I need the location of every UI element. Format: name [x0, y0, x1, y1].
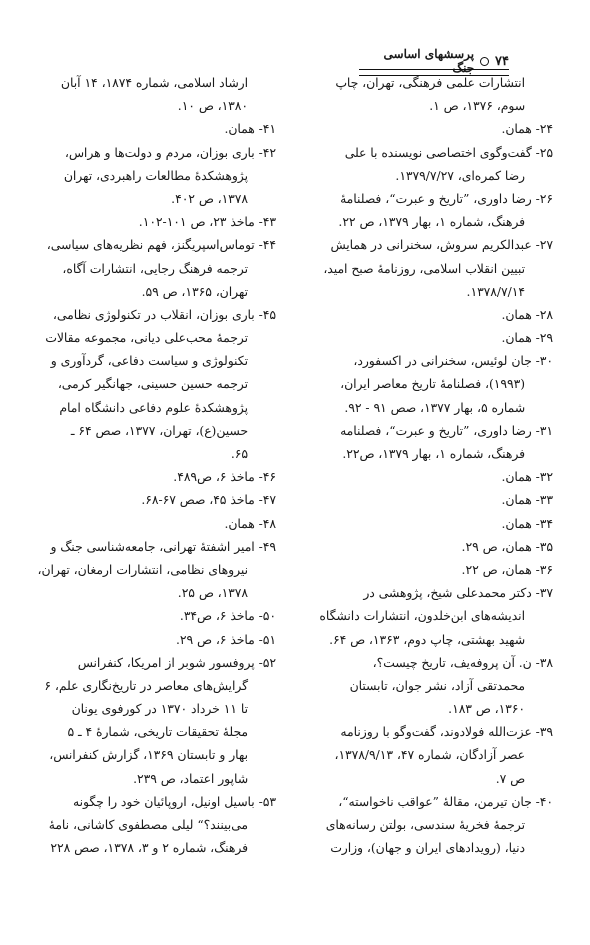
note-line: گرایش‌های معاصر در تاریخ‌نگاری علم، ۶: [44, 678, 248, 693]
note-line: تکنولوژی و سیاست دفاعی، گردآوری و: [50, 354, 248, 369]
note-line: تبیین انقلاب اسلامی، روزنامهٔ صبح امید،: [323, 261, 525, 276]
note-line: ترجمه حسین حسینی، جهانگیر کرمی،: [57, 377, 248, 392]
note-line: تهران، ۱۳۶۵، ص ۵۹.: [141, 284, 248, 299]
note-line: ۳۸- ن. آن پروفه‌یف، تاریخ چیست؟،: [372, 655, 553, 670]
running-title: پرسشهای اساسی جنگ: [383, 47, 475, 75]
note-line: ۵۰- ماخذ ۶، ص۳۴.: [179, 609, 276, 624]
note-line: مجلهٔ تحقیقات تاریخی، شمارهٔ ۴ ـ ۵: [67, 725, 248, 740]
note-line: رضا کمره‌ای، ۱۳۷۹/۷/۲۷.: [395, 168, 525, 183]
note-line: ۲۹- همان.: [501, 331, 553, 346]
note-line: ۵۲- پروفسور شوبر از امریکا، کنفرانس: [77, 655, 276, 670]
note-line: ۱۳۷۸، ص ۲۵.: [177, 586, 248, 601]
note-line: فرهنگ، شماره ۱، بهار ۱۳۷۹، ص ۲۲.: [338, 215, 525, 230]
note-line: ۴۵- باری بوزان، انقلاب در تکنولوژی نظامی،: [52, 307, 276, 322]
note-line: ۴۹- امیر اشفتهٔ تهرانی، جامعه‌شناسی جنگ و: [50, 539, 276, 554]
note-line: شماره ۵، بهار ۱۳۷۷، صص ۹۱ - ۹۲.: [344, 400, 525, 415]
note-line: ۳۹- عزت‌الله فولادوند، گفت‌وگو با روزنامه: [340, 725, 553, 740]
note-line: ۳۲- همان.: [501, 470, 553, 485]
note-line: ۳۵- همان، ص ۲۹.: [461, 539, 553, 554]
note-line: ۴۳- ماخذ ۲۳، ص ۱۰۱-۱۰۲.: [138, 215, 276, 230]
note-line: ۳۰- جان لوئیس، سخنرانی در اکسفورد،: [353, 354, 553, 369]
note-line: ۴۱- همان.: [224, 122, 276, 137]
note-line: ۳۴- همان.: [501, 516, 553, 531]
note-line: ۲۸- همان.: [501, 307, 553, 322]
note-line: ۲۷- عبدالکریم سروش، سخنرانی در همایش: [330, 238, 553, 253]
note-line: ۴۰- جان تیرمن، مقالهٔ ”عواقب ناخواسته“،: [338, 794, 553, 809]
note-line: اندیشه‌های ابن‌خلدون، انتشارات دانشگاه: [319, 609, 525, 624]
note-line: ص ۷.: [495, 771, 525, 786]
note-line: ۳۷- دکتر محمدعلی شیخ، پژوهشی در: [363, 586, 553, 601]
note-line: شاپور اعتماد، ص ۲۳۹.: [133, 771, 248, 786]
note-line: تا ۱۱ خرداد ۱۳۷۰ در کورفوی یونان: [71, 702, 248, 717]
note-line: ترجمهٔ محب‌علی دیانی، مجموعه مقالات: [45, 331, 248, 346]
note-line: نیروهای نظامی، انتشارات ارمغان، تهران،: [37, 562, 248, 577]
notes-column-right: [319, 72, 553, 860]
note-line: ۴۶- ماخذ ۶، ص۴۸۹.: [173, 470, 276, 485]
running-header: [359, 47, 509, 75]
note-line: عصر آزادگان، شماره ۴۷، ۱۳۷۸/۹/۱۳،: [334, 748, 525, 763]
note-line: ۲۴- همان.: [501, 122, 553, 137]
note-line: ۴۸- همان.: [224, 516, 276, 531]
note-line: ۵۱- ماخذ ۶، ص ۲۹.: [176, 632, 276, 647]
note-line: می‌بینند؟“ لیلی مصطفوی کاشانی، نامهٔ: [48, 818, 248, 832]
note-line: ۱۳۷۸، ص ۴۰۲.: [171, 191, 248, 206]
note-line: فرهنگ، شماره ۲ و ۳، ۱۳۷۸، صص ۲۲۸: [50, 841, 248, 856]
note-line: ۴۴- توماس‌اسپریگنز، فهم نظریه‌های سیاسی،: [46, 238, 276, 253]
note-line: ۳۱- رضا داوری، ”تاریخ و عبرت“، فصلنامه: [340, 423, 553, 438]
note-line: ۱۳۶۰، ص ۱۸۳.: [448, 702, 525, 717]
note-line: ۳۳- همان.: [501, 493, 553, 508]
note-line: ۱۳۷۸/۷/۱۴.: [466, 284, 525, 299]
note-line: دنیا، (رویدادهای ایران و جهان)، وزارت: [330, 841, 525, 856]
note-line: ۴۲- باری بوزان، مردم و دولت‌ها و هراس،: [64, 145, 276, 160]
note-line: ۳۶- همان، ص ۲۲.: [461, 562, 553, 577]
note-line: ارشاد اسلامی، شماره ۱۸۷۴، ۱۴ آبان: [60, 76, 248, 90]
note-line: ۶۵.: [230, 447, 248, 461]
note-line: انتشارات علمی فرهنگی، تهران، چاپ: [335, 76, 525, 90]
note-line: سوم، ۱۳۷۶، ص ۱.: [429, 99, 525, 114]
note-line: حسین(ع)، تهران، ۱۳۷۷، صص ۶۴ ـ: [70, 423, 248, 438]
note-line: محمدتقی آزاد، نشر جوان، تابستان: [349, 678, 525, 693]
note-line: ترجمهٔ فخریهٔ سندسی، بولتن رسانه‌های: [325, 818, 525, 832]
note-line: شهید بهشتی، چاپ دوم، ۱۳۶۳، ص ۶۴.: [329, 632, 525, 647]
note-line: ۴۷- ماخذ ۴۵، صص ۶۷-۶۸.: [141, 493, 276, 508]
note-line: (۱۹۹۳)، فصلنامهٔ تاریخ معاصر ایران،: [340, 377, 525, 392]
notes-column-left: [37, 72, 276, 860]
note-line: ۲۵- گفت‌وگوی اختصاصی نویسنده با علی: [344, 145, 553, 160]
note-line: پژوهشکدهٔ مطالعات راهبردی، تهران: [63, 168, 248, 183]
circle-ornament-icon: [480, 57, 489, 66]
note-line: ۲۶- رضا داوری، ”تاریخ و عبرت“، فصلنامهٔ: [340, 191, 553, 206]
note-line: فرهنگ، شماره ۱، بهار ۱۳۷۹، ص۲۲.: [342, 447, 525, 461]
note-line: ترجمه فرهنگ رجایی، انتشارات آگاه،: [62, 261, 248, 276]
note-line: پژوهشکدهٔ علوم دفاعی دانشگاه امام: [59, 400, 248, 415]
note-line: بهار و تابستان ۱۳۶۹، گزارش کنفرانس،: [49, 748, 248, 763]
note-line: ۵۳- باسیل اونیل، اروپائیان خود را چگونه: [72, 794, 276, 809]
page-number: ۷۴: [495, 53, 509, 69]
note-line: ۱۳۸۰، ص ۱۰.: [177, 99, 248, 114]
